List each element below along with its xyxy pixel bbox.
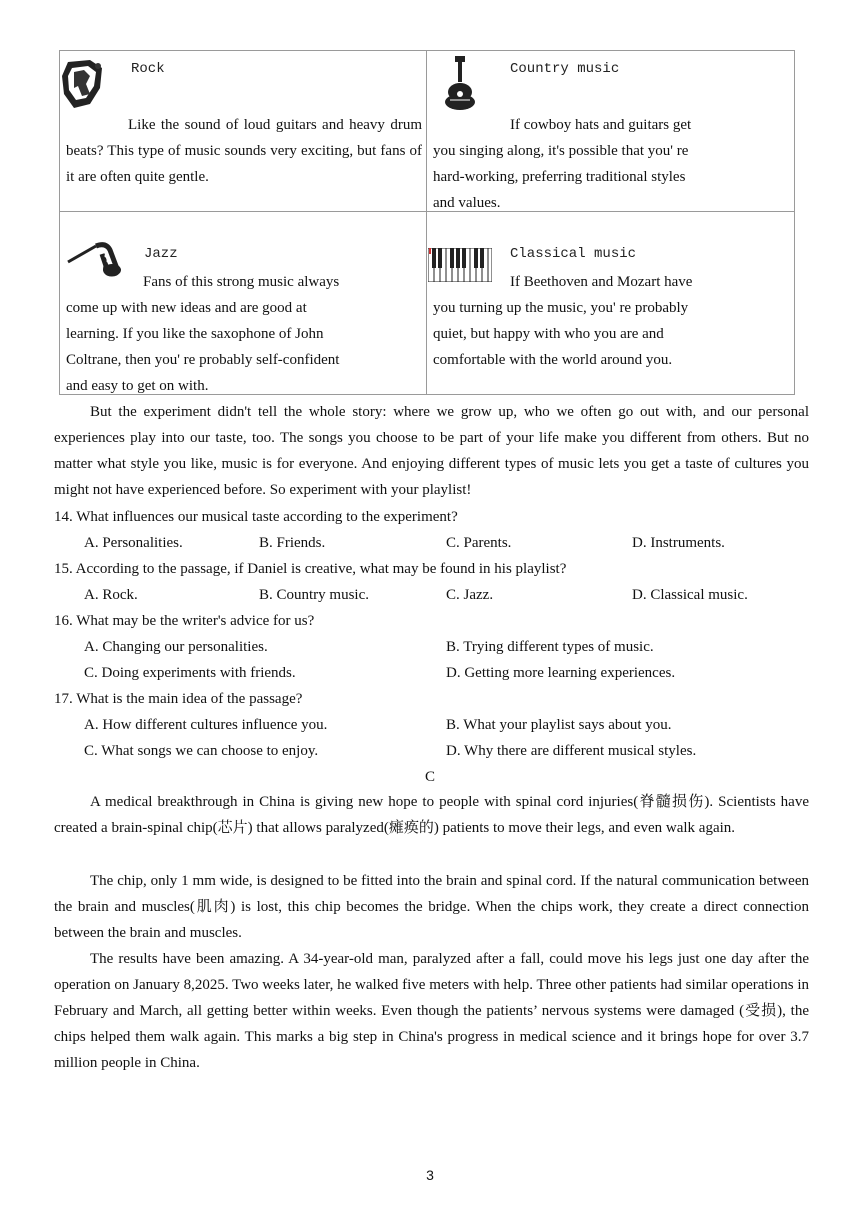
paragraph-experiment: But the experiment didn't tell the whole story: where we grow up, who we often go out with, and our personal experiences play into our taste, too. The songs you choose to be part of your life make you different from others. But no matter what style you like, music is for everyone. And enjoying different types of music lets you get a taste of cultures you might not have experienced before. So experiment with your playlist! [54, 404, 809, 498]
q15-option-c: C. Jazz. [446, 587, 494, 603]
q14-option-c: C. Parents. [446, 535, 512, 551]
q14-option-a: A. Personalities. [84, 535, 183, 551]
q17-option-a: A. How different cultures influence you. [84, 717, 328, 733]
jazz-title: Jazz [144, 246, 178, 262]
q15-option-d: D. Classical music. [632, 587, 748, 603]
q16-option-c: C. Doing experiments with friends. [84, 665, 296, 681]
classical-text: If Beethoven and Mozart have you turning up the music, you' re probably quiet, but happy with who you are and comfortable with the world around you. [433, 274, 693, 368]
section-c-paragraph-3: The results have been amazing. A 34-year-old man, paralyzed after a fall, could move his legs just one day after the operation on January 8,2025. Two weeks later, he walked five meters with help. Three other patients had similar operations in February and March, all getting better within weeks. Even though the patients’ nervous systems were damaged (受损), the chips helped them walk again. This marks a big step in China's progress in medical science and it brings hope for over 3.7 million people in China. [54, 951, 809, 1071]
q16-option-d: D. Getting more learning experiences. [446, 665, 676, 681]
country-text: If cowboy hats and guitars get you singing along, it's possible that you' re hard-working, preferring traditional styles and values. [433, 117, 692, 211]
page-number: 3 [426, 1167, 434, 1183]
classical-title: Classical music [510, 246, 637, 262]
rock-title: Rock [131, 61, 165, 77]
q16-option-b: B. Trying different types of music. [446, 639, 654, 655]
q14-option-d: D. Instruments. [632, 535, 725, 551]
country-title: Country music [510, 61, 620, 77]
q17-option-d: D. Why there are different musical styles. [446, 743, 697, 759]
question-15: 15. According to the passage, if Daniel is creative, what may be found in his playlist? [54, 561, 567, 577]
q14-option-b: B. Friends. [259, 535, 326, 551]
q15-option-a: A. Rock. [84, 587, 138, 603]
section-c-paragraph-2: The chip, only 1 mm wide, is designed to be fitted into the brain and spinal cord. If the natural communication between the brain and muscles(肌肉) is lost, this chip becomes the bridge. When the chips work, they create a direct connection between the brain and muscles. [54, 873, 809, 941]
table-divider-vertical [426, 50, 427, 395]
q15-option-b: B. Country music. [259, 587, 370, 603]
section-c-heading: C [424, 769, 435, 785]
section-c-paragraph-1: A medical breakthrough in China is giving new hope to people with spinal cord injuries(脊髓损伤). Scientists have created a brain-spinal chip(芯片) that allows paralyzed(瘫痪的) patients to move their legs, and even walk again. [54, 794, 809, 836]
q17-option-b: B. What your playlist says about you. [446, 717, 672, 733]
question-16: 16. What may be the writer's advice for us? [54, 613, 315, 629]
guitar-icon [440, 56, 480, 110]
rock-logo-icon [60, 58, 106, 110]
jazz-text: Fans of this strong music always come up with new ideas and are good at learning. If you like the saxophone of John Coltrane, then you' re probably self-confident and easy to get on with. [66, 274, 340, 394]
q17-option-c: C. What songs we can choose to enjoy. [84, 743, 319, 759]
q16-option-a: A. Changing our personalities. [84, 639, 268, 655]
question-17: 17. What is the main idea of the passage? [54, 691, 303, 707]
question-14: 14. What influences our musical taste according to the experiment? [54, 509, 458, 525]
rock-text: Like the sound of loud guitars and heavy drum beats? This type of music sounds very exciting, but fans of it are often quite gentle. [66, 117, 422, 185]
